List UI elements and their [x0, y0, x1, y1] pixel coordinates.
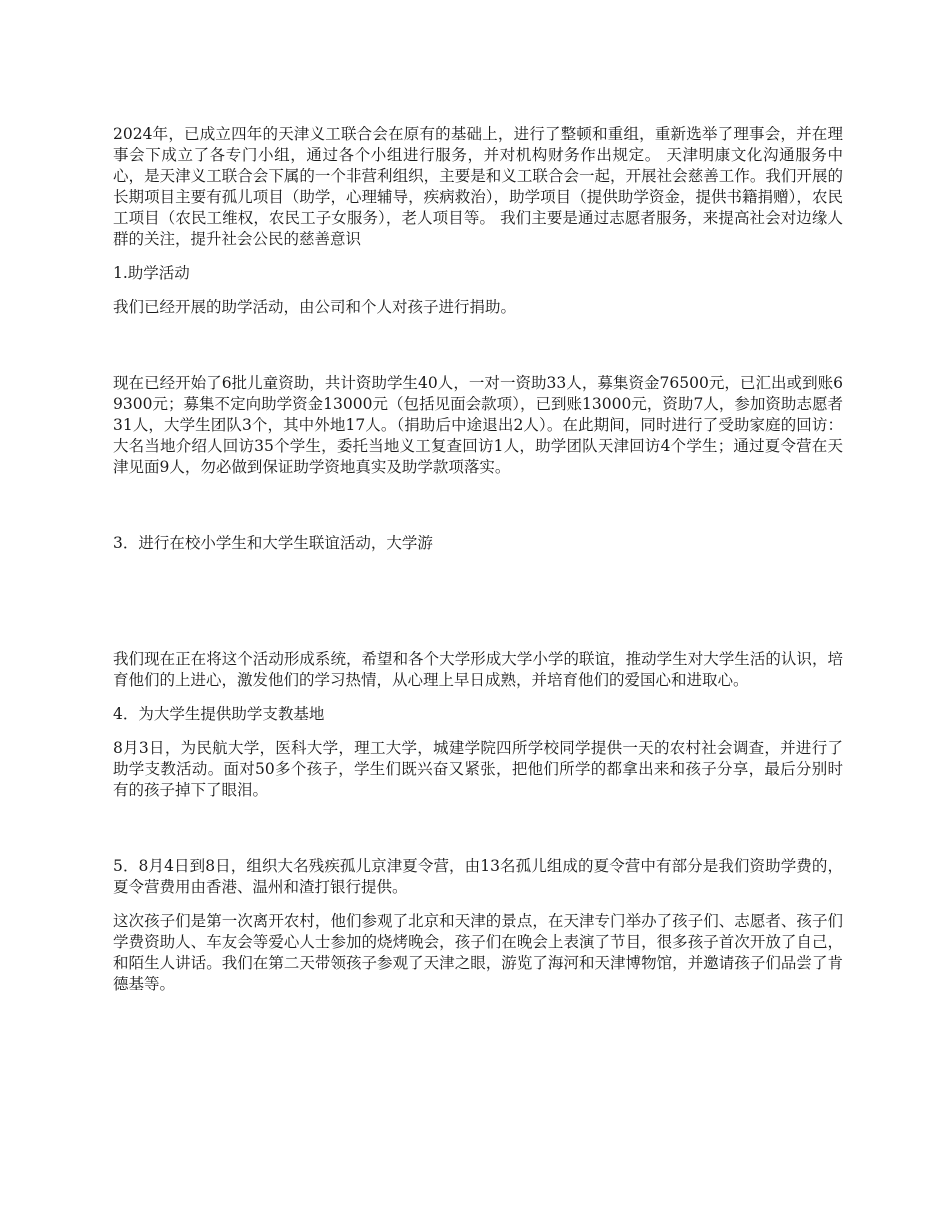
section-heading-1: 1.助学活动 — [113, 264, 190, 282]
section-heading-3: 3．进行在校小学生和大学生联谊活动，大学游 — [113, 534, 433, 552]
section-3-paragraph: 我们现在正在将这个活动形成系统，希望和各个大学形成大学小学的联谊，推动学生对大学生活的认识，培育他们的上进心，激发他们的学习热情，从心理上早日成熟，并培育他们的爱国心和进取心。 — [113, 650, 843, 689]
funding-statistics-paragraph: 现在已经开始了6批儿童资助，共计资助学生40人，一对一资助33人，募集资金76500元，已汇出或到账69300元；募集不定向助学资金13000元（包括见面会款项），已到账13000元，资助7人，参加资助志愿者31人，大学生团队3个，其中外地17人。（捐助后中途退出2人）。在此期间，同时进行了受助家庭的回访：大名当地介绍人回访35个学生，委托当地义工复查回访1人，助学团队天津回访4个学生；通过夏令营在天津见面9人，勿必做到保证助学资地真实及助学款项落实。 — [113, 374, 843, 476]
section-4-paragraph: 8月3日，为民航大学，医科大学，理工大学，城建学院四所学校同学提供一天的农村社会调查，并进行了助学支教活动。面对50多个孩子，学生们既兴奋又紧张，把他们所学的都拿出来和孩子分享，最后分别时有的孩子掉下了眼泪。 — [113, 739, 843, 799]
intro-paragraph: 2024年，已成立四年的天津义工联合会在原有的基础上，进行了整顿和重组，重新选举了理事会，并在理事会下成立了各专门小组，通过各个小组进行服务，并对机构财务作出规定。 天津明康文化沟通服务中心，是天津义工联合会下属的一个非营利组织，主要是和义工联合会一起，开展社会慈善工作。我们开展的长期项目主要有孤儿项目（助学，心理辅导，疾病救治），助学项目（提供助学资金，提供书籍捐赠），农民工项目（农民工维权，农民工子女服务），老人项目等。 我们主要是通过志愿者服务，来提高社会对边缘人群的关注，提升社会公民的慈善意识 — [113, 125, 843, 248]
document-body — [113, 124, 843, 995]
section-1-paragraph: 我们已经开展的助学活动，由公司和个人对孩子进行捐助。 — [113, 298, 517, 316]
section-heading-4: 4．为大学生提供助学支教基地 — [113, 705, 325, 723]
summer-camp-paragraph: 这次孩子们是第一次离开农村，他们参观了北京和天津的景点，在天津专门举办了孩子们、志愿者、孩子们学费资助人、车友会等爱心人士参加的烧烤晚会，孩子们在晚会上表演了节目，很多孩子首次开放了自己，和陌生人讲话。我们在第二天带领孩子参观了天津之眼，游览了海河和天津博物馆，并邀请孩子们品尝了肯德基等。 — [113, 912, 843, 993]
section-5-paragraph: 5．8月4日到8日，组织大名残疾孤儿京津夏令营，由13名孤儿组成的夏令营中有部分是我们资助学费的，夏令营费用由香港、温州和渣打银行提供。 — [113, 857, 843, 896]
